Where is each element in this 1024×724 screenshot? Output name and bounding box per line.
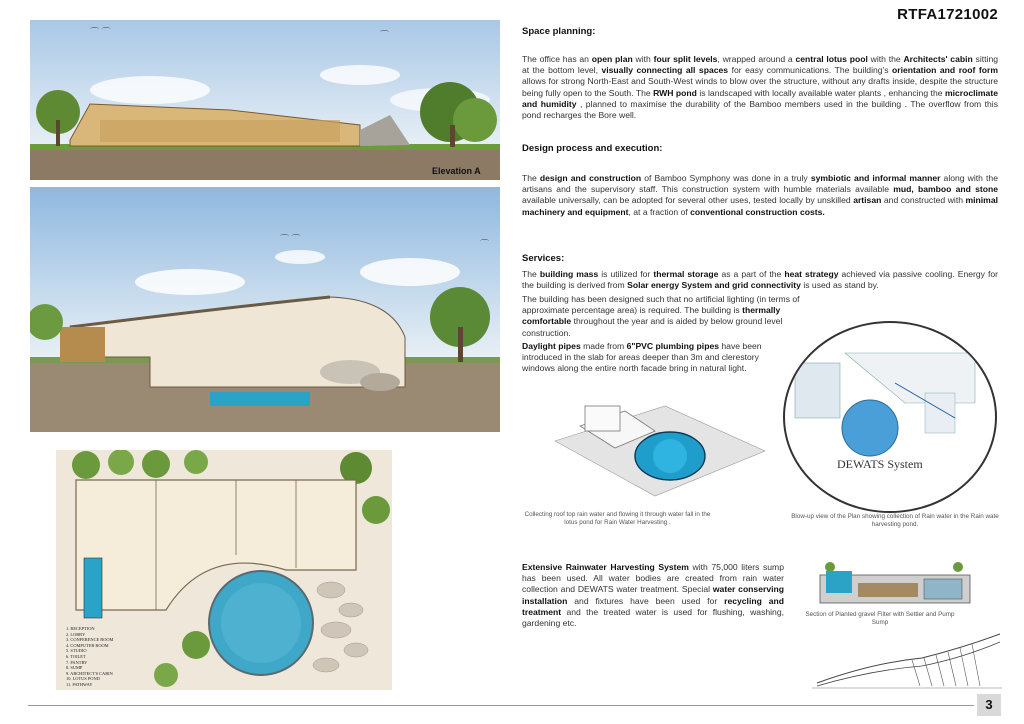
bottom-rule <box>28 705 974 706</box>
legend-item: 8. SUMP <box>66 665 83 671</box>
svg-text:⌒: ⌒ <box>380 30 390 40</box>
space-planning-heading: Space planning: <box>522 26 596 37</box>
services-heading: Services: <box>522 253 565 264</box>
gravel-filter-illustration <box>818 561 972 605</box>
dewats-plan-illustration <box>785 323 995 511</box>
legend-item: 6. TOILET <box>66 653 86 659</box>
rainwater-body: Extensive Rainwater Harvesting System with 75,000 liters sump has been used. All water bodies are created from rain water collection and DEWATS water treatment. Special water conserving installation and fixtures have been used for recycling and treatment and the treated water is used for flushing, washing, gardening etc. <box>522 562 785 629</box>
page-number: 3 <box>977 694 1001 716</box>
elevation-label: Elevation A <box>432 166 481 176</box>
roof-sketch-illustration <box>812 628 1002 690</box>
blowup-caption: Blow-up view of the Plan showing collection of Rain water in the Rain wate harvesting pond. <box>791 513 999 528</box>
elevation-a-illustration <box>30 20 500 180</box>
legend-item: 2. LOBBY <box>66 631 86 637</box>
legend-item: 10. LOTUS POND <box>66 676 100 682</box>
plan-legend <box>66 626 113 688</box>
legend-item: 5. STUDIO <box>66 648 87 654</box>
roof-water-illustration <box>545 386 770 504</box>
services-body-3: Daylight pipes made from 6"PVC plumbing pipes have been introduced in the slab for areas deeper than 3m and clerestory windows along the entire north facade bring in natural light. <box>522 341 762 374</box>
gravel-filter-caption: Section of Planted gravel Filter with Settler and Pump Sump <box>805 611 955 626</box>
design-process-heading: Design process and execution: <box>522 143 663 154</box>
section-illustration <box>30 187 500 432</box>
legend-item: 9. ARCHITECT'S CABIN <box>66 670 113 676</box>
legend-item: 4. COMPUTER ROOM <box>66 642 109 648</box>
svg-text:⌒ ⌒: ⌒ ⌒ <box>280 234 301 244</box>
legend-item: 3. CONFERENCE ROOM <box>66 637 114 643</box>
roof-sketch <box>812 628 1002 690</box>
design-process-body: The design and construction of Bamboo Symphony was done in a truly symbiotic and informal manner along with the artisans and the supervisory staff. This construction system with humble materials available mud, bamboo and stone available universally, can be adopted for several other uses, tested locally by unskilled artisan and constructed with minimal machinery and equipment, at a fraction of conventional construction costs. <box>522 173 998 217</box>
dewats-title: DEWATS System <box>837 457 923 471</box>
legend-item: 11. PATHWAY <box>66 681 93 687</box>
services-body: The building mass is utilized for thermal storage as a part of the heat strategy achieved via passive cooling. Energy for the building is derived from Solar energy System and grid connectivity is used as stand by. <box>522 269 998 291</box>
services-body-2: The building has been designed such that no artificial lighting (in terms of approximate percentage area) is required. The building is thermally comfortable throughout the year and is aided by below ground level construction. <box>522 294 800 338</box>
elevation-a-drawing <box>30 20 500 180</box>
svg-text:⌒: ⌒ <box>480 239 490 249</box>
roof-water-caption: Collecting roof top rain water and flowing it through water fall in the lotus pond for Rain Water Harvesting . <box>524 511 711 526</box>
legend-item: 1. RECEPTION <box>66 626 95 631</box>
section-drawing <box>30 187 500 432</box>
roof-water-diagram <box>545 386 770 504</box>
legend-item: 7. PANTRY <box>66 659 88 665</box>
floor-plan-drawing <box>56 450 392 690</box>
dewats-blowup <box>783 321 997 513</box>
gravel-filter-diagram <box>818 561 972 605</box>
space-planning-body: The office has an open plan with four split levels, wrapped around a central lotus pool with the Architects' cabin sitting at the bottom level, visually connecting all spaces for easy communications. The building's orientation and roof form allows for strong North-East and South-West winds to blow over the structure, without any drafts inside, despite the structure being fully open to the South. The RWH pond is landscaped with locally available water plants , enhancing the microclimate and humidity , planned to maximise the durability of the Bamboo members used in the building . The overflow from this pond recharges the Bore well. <box>522 54 998 121</box>
sheet-code: RTFA1721002 <box>897 6 998 23</box>
svg-text:⌒ ⌒: ⌒ ⌒ <box>90 27 111 37</box>
